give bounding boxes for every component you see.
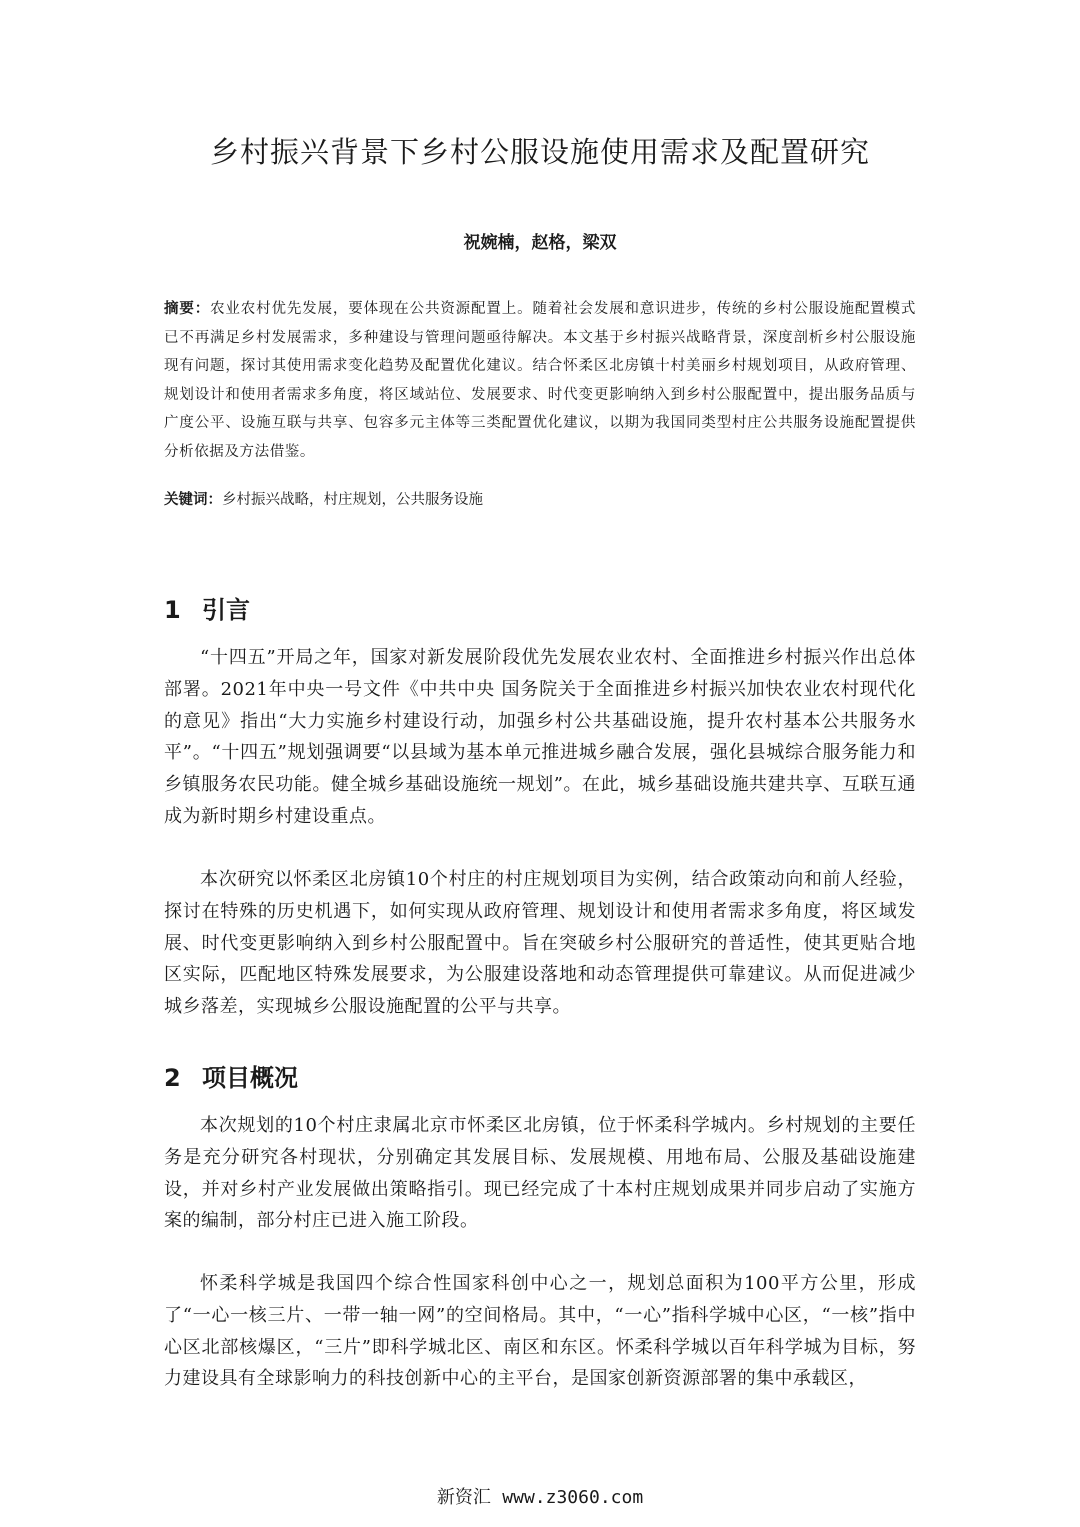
paragraph: 本次规划的10个村庄隶属北京市怀柔区北房镇，位于怀柔科学城内。乡村规划的主要任务是充分研究各村现状，分别确定其发展目标、发展规模、用地布局、公服及基础设施建设，并对乡村产业发展做出策略指引。现已经完成了十本村庄规划成果并同步启动了实施方案的编制，部分村庄已进入施工阶段。 xyxy=(164,1115,916,1232)
footer-brand: 新资汇 xyxy=(436,1487,491,1508)
section-heading-introduction xyxy=(164,590,250,625)
footer-url[interactable]: www.z3060.com xyxy=(502,1487,644,1508)
section-title: 项目概况 xyxy=(202,1064,298,1092)
paragraph: 怀柔科学城是我国四个综合性国家科创中心之一，规划总面积为100平方公里，形成了“一心一核三片、一带一轴一网”的空间格局。其中，“一心”指科学城中心区，“一核”指中心区北部核爆区，“三片”即科学城北区、南区和东区。怀柔科学城以百年科学城为目标，努力建设具有全球影响力的科技创新中心的主平台，是国家创新资源部署的集中承载区， xyxy=(164,1273,916,1390)
keywords-block xyxy=(164,486,916,514)
abstract-text: 农业农村优先发展，要体现在公共资源配置上。随着社会发展和意识进步，传统的乡村公服设施配置模式已不再满足乡村发展需求，多种建设与管理问题亟待解决。本文基于乡村振兴战略背景，深度剖析乡村公服设施现有问题，探讨其使用需求变化趋势及配置优化建议。结合怀柔区北房镇十村美丽乡村规划项目，从政府管理、规划设计和使用者需求多角度，将区域站位、发展要求、时代变更影响纳入到乡村公服配置中，提出服务品质与广度公平、设施互联与共享、包容多元主体等三类配置优化建议，以期为我国同类型村庄公共服务设施配置提供分析依据及方法借鉴。 xyxy=(164,301,916,460)
abstract-block xyxy=(164,295,916,467)
paragraph: 本次研究以怀柔区北房镇10个村庄的村庄规划项目为实例，结合政策动向和前人经验，探讨在特殊的历史机遇下，如何实现从政府管理、规划设计和使用者需求多角度，将区域发展、时代变更影响纳入到乡村公服配置中。旨在突破乡村公服研究的普适性，使其更贴合地区实际，匹配地区特殊发展要求，为公服建设落地和动态管理提供可靠建议。从而促进减少城乡落差，实现城乡公服设施配置的公平与共享。 xyxy=(164,869,916,1018)
abstract-label: 摘要： xyxy=(164,300,211,317)
section-number: 1 xyxy=(164,596,181,624)
keywords-label: 关键词： xyxy=(164,491,222,508)
author-list: 祝婉楠，赵格，梁双 xyxy=(463,233,617,253)
section-number: 2 xyxy=(164,1064,181,1092)
section-heading-project-overview xyxy=(164,1058,298,1093)
paragraph: “十四五”开局之年，国家对新发展阶段优先发展农业农村、全面推进乡村振兴作出总体部署。2021年中央一号文件《中共中央 国务院关于全面推进乡村振兴加快农业农村现代化的意见》指出“大力实施乡村建设行动，加强乡村公共基础设施，提升农村基本公共服务水平”。“十四五”规划强调要“以县域为基本单元推进城乡融合发展，强化县城综合服务能力和乡镇服务农民功能。健全城乡基础设施统一规划”。在此，城乡基础设施共建共享、互联互通成为新时期乡村建设重点。 xyxy=(164,647,916,827)
paper-title: 乡村振兴背景下乡村公服设施使用需求及配置研究 xyxy=(209,135,870,169)
keywords-text: 乡村振兴战略，村庄规划，公共服务设施 xyxy=(222,492,483,508)
page-footer xyxy=(0,1483,1080,1509)
section-title: 引言 xyxy=(202,596,250,624)
